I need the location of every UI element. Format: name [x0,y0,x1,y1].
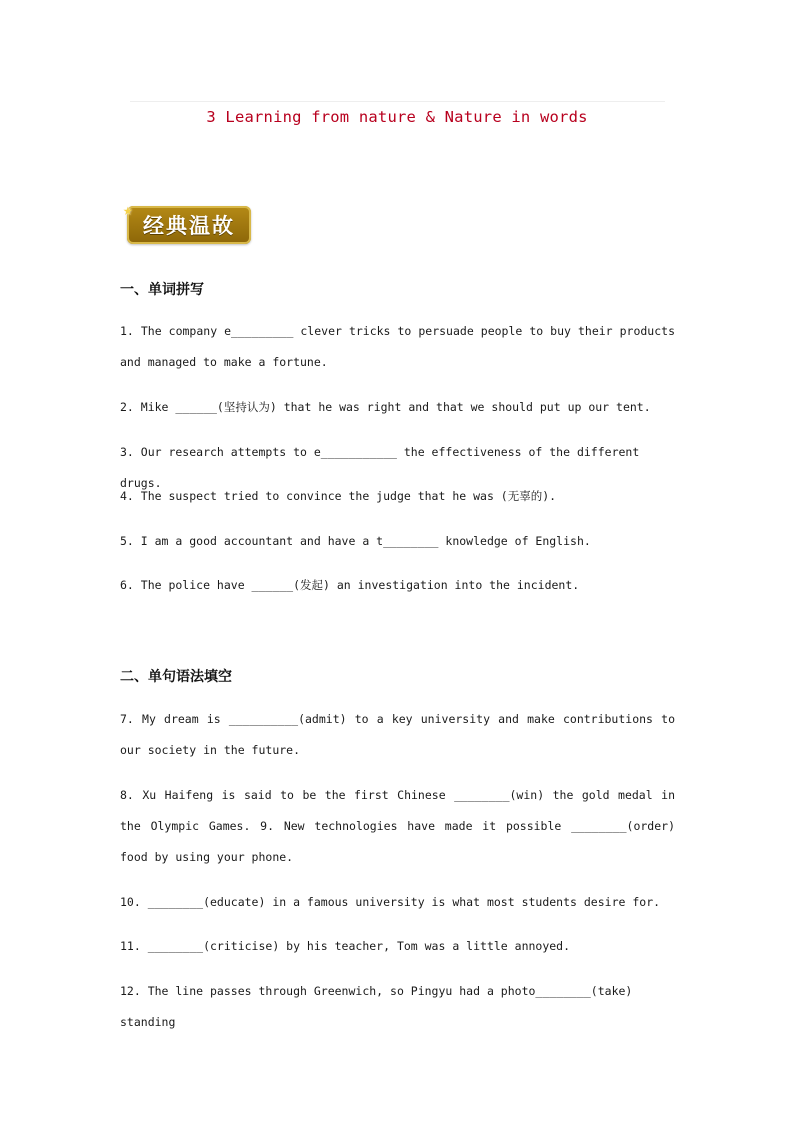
question-10: 10. ________(educate) in a famous university is what most students desire for. [120,895,661,909]
page-title: 3 Learning from nature & Nature in words [206,108,588,126]
question-8-9: 8. Xu Haifeng is said to be the first Chinese ________(win) the gold medal in the Olympic Games. 9. New technologies have made it possible ________(order) food by using your phone. [120,788,682,864]
question-2: 2. Mike ______(坚持认为) that he was right and that we should put up our tent. [120,400,651,414]
question-6: 6. The police have ______(发起) an investigation into the incident. [120,578,580,592]
section-badge [123,200,251,244]
question-4: 4. The suspect tried to convince the judge that he was (无辜的). [120,489,557,503]
question-11: 11. ________(criticise) by his teacher, Tom was a little annoyed. [120,939,571,953]
question-5: 5. I am a good accountant and have a t________ knowledge of English. [120,534,591,548]
header-rule [130,101,665,102]
star-icon: ★ [123,200,133,219]
question-12: 12. The line passes through Greenwich, so Pingyu had a photo________(take) standing [120,984,640,1029]
badge-label: 经典温故 [143,214,235,238]
question-7: 7. My dream is __________(admit) to a key university and make contributions to our society in the future. [120,712,682,757]
question-3: 3. Our research attempts to e___________ the effectiveness of the different drugs. [120,445,647,490]
section-heading-spelling: 一、单词拼写 [120,282,204,298]
section-heading-grammar: 二、单句语法填空 [120,669,232,685]
question-1: 1. The company e_________ clever tricks to persuade people to buy their products and managed to make a fortune. [120,324,682,369]
